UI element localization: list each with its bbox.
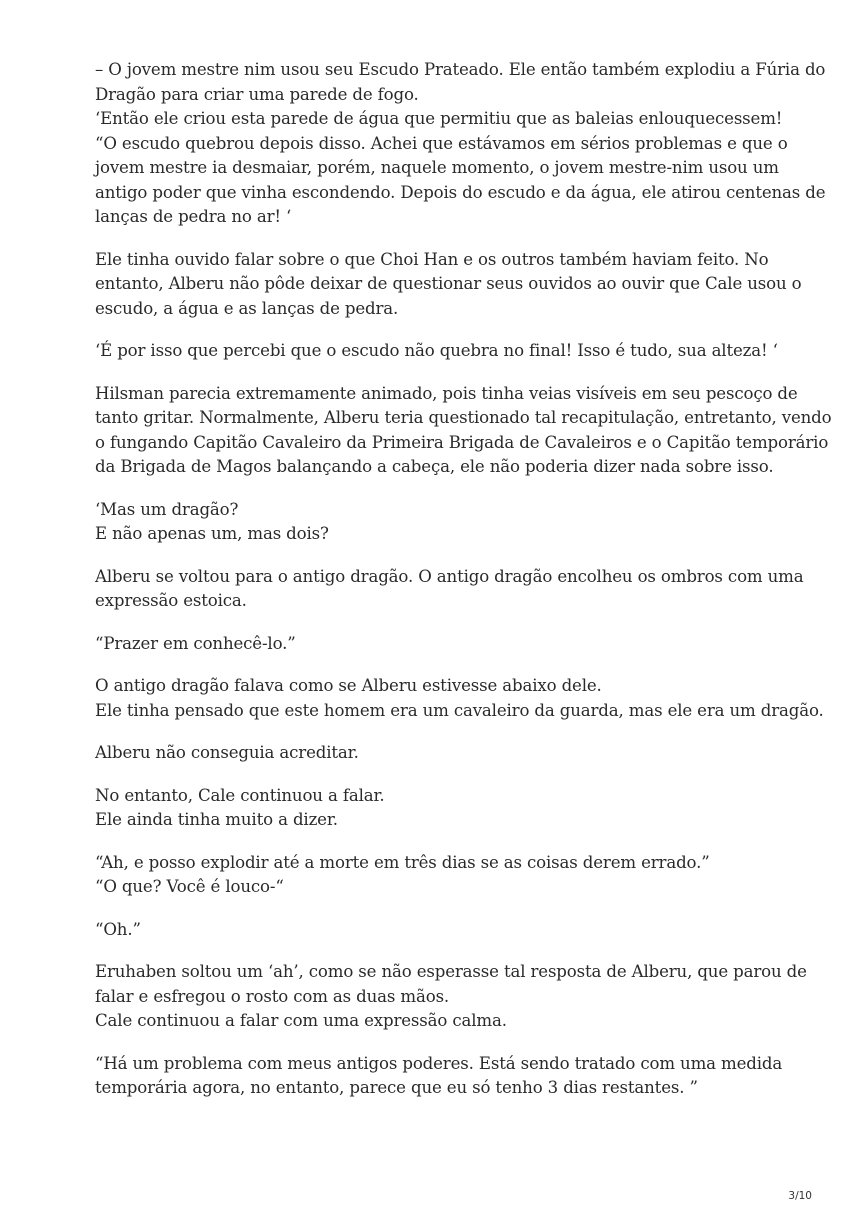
text-line: escudo, a água e as lanças de pedra. (95, 298, 399, 318)
text-line: No entanto, Cale continuou a falar. (95, 785, 385, 805)
text-line: “O que? Você é louco-“ (95, 877, 284, 896)
text-line: temporária agora, no entanto, parece que eu só tenho 3 dias restantes. ” (95, 1078, 698, 1097)
paragraph (95, 58, 826, 230)
paragraph (95, 918, 795, 943)
paragraph (95, 674, 824, 723)
paragraph (95, 741, 795, 766)
paragraph (95, 498, 795, 547)
text-line: Ele tinha ouvido falar sobre o que Choi Han e os outros também haviam feito. No (95, 249, 769, 269)
text-line: Alberu se voltou para o antigo dragão. O antigo dragão encolheu os ombros com uma (95, 566, 804, 586)
text-line: ‘É por isso que percebi que o escudo não quebra no final! Isso é tudo, sua alteza! ‘ (95, 341, 778, 360)
text-line: Cale continuou a falar com uma expressão calma. (95, 1011, 507, 1030)
text-line: Hilsman parecia extremamente animado, pois tinha veias visíveis em seu pescoço de (95, 383, 798, 403)
text-line: “Há um problema com meus antigos poderes. Está sendo tratado com uma medida (95, 1053, 783, 1073)
text-line: entanto, Alberu não pôde deixar de questionar seus ouvidos ao ouvir que Cale usou o (95, 274, 802, 293)
text-line: Alberu não conseguia acreditar. (95, 743, 359, 762)
text-line: ‘Então ele criou esta parede de água que permitiu que as baleias enlouquecessem! (95, 109, 783, 128)
text-line: Ele ainda tinha muito a dizer. (95, 810, 338, 829)
paragraph (95, 632, 795, 657)
text-line: “Ah, e posso explodir até a morte em três dias se as coisas derem errado.” (95, 852, 710, 872)
document-body (95, 58, 832, 1119)
text-line: E não apenas um, mas dois? (95, 524, 329, 543)
text-line: antigo poder que vinha escondendo. Depois do escudo e da água, ele atirou centenas de (95, 182, 826, 202)
text-line: “O escudo quebrou depois disso. Achei que estávamos em sérios problemas e que o (95, 133, 788, 153)
text-line: – O jovem mestre nim usou seu Escudo Prateado. Ele então também explodiu a Fúria do (95, 60, 826, 79)
paragraph (95, 1052, 795, 1101)
text-line: ‘Mas um dragão? (95, 499, 239, 519)
text-line: tanto gritar. Normalmente, Alberu teria questionado tal recapitulação, entretanto, vendo (95, 408, 832, 427)
paragraph (95, 565, 804, 614)
text-line: Eruhaben soltou um ‘ah’, como se não esperasse tal resposta de Alberu, que parou de (95, 962, 807, 981)
text-line: expressão estoica. (95, 591, 247, 610)
text-line: lanças de pedra no ar! ‘ (95, 207, 292, 226)
text-line: da Brigada de Magos balançando a cabeça, ele não poderia dizer nada sobre isso. (95, 457, 774, 476)
paragraph (95, 851, 795, 900)
text-line: “Oh.” (95, 919, 141, 939)
paragraph (95, 339, 795, 364)
text-line: O antigo dragão falava como se Alberu estivesse abaixo dele. (95, 676, 602, 695)
page-number: 3/10 (788, 1190, 812, 1202)
paragraph (95, 960, 807, 1034)
paragraph (95, 382, 832, 480)
text-line: jovem mestre ia desmaiar, porém, naquele momento, o jovem mestre-nim usou um (95, 158, 779, 177)
paragraph (95, 248, 802, 322)
text-line: Dragão para criar uma parede de fogo. (95, 84, 419, 104)
paragraph (95, 784, 795, 833)
text-line: o fungando Capitão Cavaleiro da Primeira Brigada de Cavaleiros e o Capitão temporário (95, 432, 829, 452)
text-line: falar e esfregou o rosto com as duas mãos. (95, 986, 450, 1006)
text-line: Ele tinha pensado que este homem era um cavaleiro da guarda, mas ele era um dragão. (95, 700, 824, 720)
text-line: “Prazer em conhecê-lo.” (95, 633, 296, 653)
